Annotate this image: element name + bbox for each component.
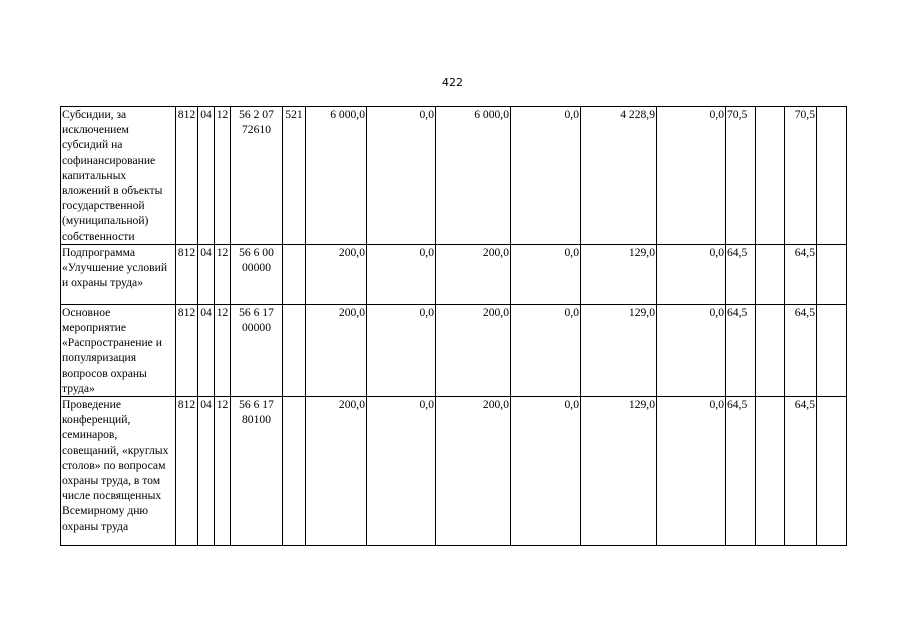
- section-code: 04: [198, 107, 215, 245]
- percent-total: 64,5: [726, 244, 756, 304]
- plan-total: 6 000,0: [306, 107, 367, 245]
- plan-total: 200,0: [306, 304, 367, 396]
- expense-type-code: [283, 397, 306, 546]
- row-name: Проведение конференций, семинаров, совещаний, «круглых столов» по вопросам охраны труда, в том числе посвященных Всемирному дню охраны труда: [61, 397, 176, 546]
- table-row: [61, 107, 847, 245]
- budget-table: [60, 106, 847, 546]
- plan-regional: 200,0: [436, 397, 511, 546]
- plan-other: 0,0: [511, 107, 581, 245]
- percent-regional: 64,5: [785, 244, 817, 304]
- target-article-code: 56 2 07 72610: [231, 107, 283, 245]
- percent-total: 64,5: [726, 304, 756, 396]
- plan-federal: 0,0: [367, 304, 436, 396]
- plan-federal: 0,0: [367, 397, 436, 546]
- ved-code: 812: [176, 244, 198, 304]
- expense-type-code: [283, 304, 306, 396]
- page-number: 422: [442, 76, 463, 89]
- plan-regional: 200,0: [436, 304, 511, 396]
- percent-total: 70,5: [726, 107, 756, 245]
- percent-federal: [756, 304, 785, 396]
- fact-federal: 0,0: [657, 244, 726, 304]
- table-row: [61, 304, 847, 396]
- fact-total: 4 228,9: [581, 107, 657, 245]
- target-article-code: 56 6 17 00000: [231, 304, 283, 396]
- subsection-code: 12: [215, 397, 231, 546]
- plan-regional: 200,0: [436, 244, 511, 304]
- fact-total: 129,0: [581, 397, 657, 546]
- plan-federal: 0,0: [367, 107, 436, 245]
- ved-code: 812: [176, 107, 198, 245]
- fact-federal: 0,0: [657, 304, 726, 396]
- ved-code: 812: [176, 397, 198, 546]
- ved-code: 812: [176, 304, 198, 396]
- percent-regional: 70,5: [785, 107, 817, 245]
- percent-other: [817, 244, 847, 304]
- plan-other: 0,0: [511, 304, 581, 396]
- expense-type-code: 521: [283, 107, 306, 245]
- table-row: [61, 397, 847, 546]
- plan-total: 200,0: [306, 244, 367, 304]
- section-code: 04: [198, 304, 215, 396]
- plan-federal: 0,0: [367, 244, 436, 304]
- subsection-code: 12: [215, 304, 231, 396]
- subsection-code: 12: [215, 107, 231, 245]
- percent-other: [817, 304, 847, 396]
- target-article-code: 56 6 00 00000: [231, 244, 283, 304]
- row-name: Субсидии, за исключением субсидий на софинансирование капитальных вложений в объекты государственной (муниципальной) собственности: [61, 107, 176, 245]
- row-name: Основное мероприятие «Распространение и популяризация вопросов охраны труда»: [61, 304, 176, 396]
- section-code: 04: [198, 244, 215, 304]
- percent-federal: [756, 397, 785, 546]
- plan-total: 200,0: [306, 397, 367, 546]
- fact-total: 129,0: [581, 304, 657, 396]
- percent-federal: [756, 107, 785, 245]
- plan-other: 0,0: [511, 397, 581, 546]
- percent-regional: 64,5: [785, 304, 817, 396]
- fact-total: 129,0: [581, 244, 657, 304]
- section-code: 04: [198, 397, 215, 546]
- fact-federal: 0,0: [657, 107, 726, 245]
- fact-federal: 0,0: [657, 397, 726, 546]
- plan-other: 0,0: [511, 244, 581, 304]
- expense-type-code: [283, 244, 306, 304]
- plan-regional: 6 000,0: [436, 107, 511, 245]
- table-row: [61, 244, 847, 304]
- percent-total: 64,5: [726, 397, 756, 546]
- percent-federal: [756, 244, 785, 304]
- percent-other: [817, 107, 847, 245]
- row-name: Подпрограмма «Улучшение условий и охраны труда»: [61, 244, 176, 304]
- target-article-code: 56 6 17 80100: [231, 397, 283, 546]
- subsection-code: 12: [215, 244, 231, 304]
- percent-other: [817, 397, 847, 546]
- percent-regional: 64,5: [785, 397, 817, 546]
